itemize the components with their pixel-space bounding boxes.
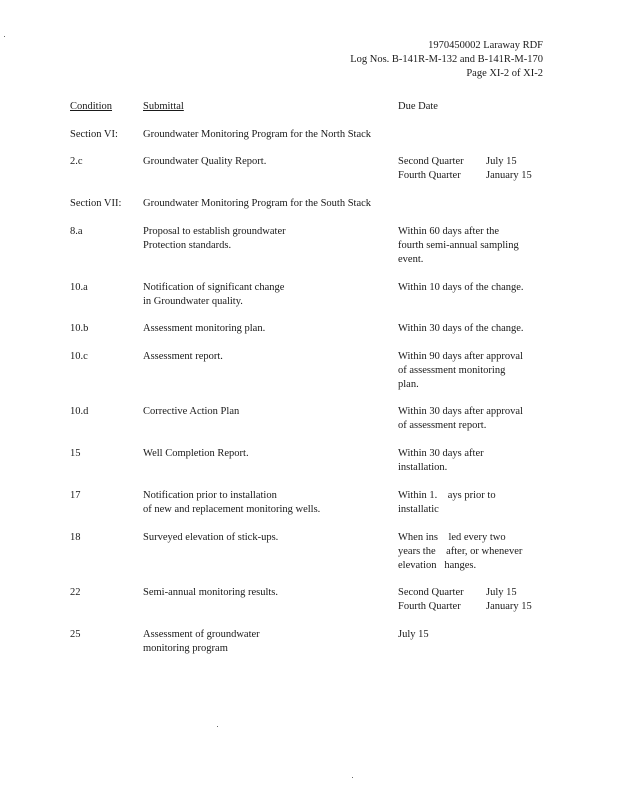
submittal-line: Notification of significant change bbox=[143, 282, 285, 293]
condition-cell: 25 bbox=[70, 629, 81, 640]
condition-cell: 8.a bbox=[70, 226, 83, 237]
condition-cell: 10.c bbox=[70, 351, 88, 362]
due-quarter: Second Quarter bbox=[398, 156, 464, 167]
submittal-line: Corrective Action Plan bbox=[143, 406, 240, 417]
condition-cell: 10.d bbox=[70, 406, 89, 417]
submittal-line: Groundwater Quality Report. bbox=[143, 156, 267, 167]
section-title: Groundwater Monitoring Program for the North Stack bbox=[143, 129, 372, 140]
submittal-line: Protection standards. bbox=[143, 240, 232, 251]
due-date: January 15 bbox=[486, 601, 532, 612]
column-header-submittal: Submittal bbox=[143, 101, 184, 112]
due-date-cell bbox=[398, 531, 548, 573]
column-header-condition: Condition bbox=[70, 101, 113, 112]
section-label: Section VII: bbox=[70, 198, 122, 209]
due-line: of assessment report. bbox=[398, 420, 487, 431]
log-numbers: Log Nos. B-141R-M-132 and B-141R-M-170 bbox=[350, 54, 543, 65]
column-header-due-date: Due Date bbox=[398, 101, 438, 112]
document-header bbox=[283, 39, 543, 81]
page-number: Page XI-2 of XI-2 bbox=[466, 68, 543, 79]
submittal-cell bbox=[143, 225, 393, 253]
submittal-line: Assessment report. bbox=[143, 351, 223, 362]
condition-cell: 10.b bbox=[70, 323, 89, 334]
due-quarter: Fourth Quarter bbox=[398, 170, 461, 181]
submittal-cell bbox=[143, 350, 393, 364]
due-date-cell bbox=[398, 628, 548, 642]
due-line: elevation hanges. bbox=[398, 560, 477, 571]
due-line: Within 30 days after approval bbox=[398, 406, 523, 417]
submittal-line: Assessment of groundwater bbox=[143, 629, 260, 640]
doc-id: 1970450002 Laraway RDF bbox=[428, 40, 543, 51]
submittal-line: Notification prior to installation bbox=[143, 490, 277, 501]
due-date: July 15 bbox=[486, 156, 517, 167]
submittal-cell bbox=[143, 281, 393, 309]
submittal-cell bbox=[143, 405, 393, 419]
submittal-line: in Groundwater quality. bbox=[143, 296, 243, 307]
due-date-cell bbox=[398, 155, 548, 183]
scan-speck bbox=[217, 726, 218, 727]
condition-cell: 15 bbox=[70, 448, 81, 459]
condition-cell: 22 bbox=[70, 587, 81, 598]
submittal-line: Semi-annual monitoring results. bbox=[143, 587, 279, 598]
due-line: of assessment monitoring bbox=[398, 365, 506, 376]
submittal-cell bbox=[143, 489, 393, 517]
section-title: Groundwater Monitoring Program for the South Stack bbox=[143, 198, 372, 209]
due-pair bbox=[398, 155, 548, 169]
due-line: Within 1. ays prior to bbox=[398, 490, 496, 501]
submittal-line: Assessment monitoring plan. bbox=[143, 323, 266, 334]
due-line: installation. bbox=[398, 462, 448, 473]
condition-cell: 17 bbox=[70, 490, 81, 501]
submittal-line: Well Completion Report. bbox=[143, 448, 249, 459]
submittal-line: of new and replacement monitoring wells. bbox=[143, 504, 321, 515]
due-date: January 15 bbox=[486, 170, 532, 181]
due-quarter: Second Quarter bbox=[398, 587, 464, 598]
submittal-cell bbox=[143, 531, 393, 545]
submittal-line: Surveyed elevation of stick-ups. bbox=[143, 532, 279, 543]
section-label: Section VI: bbox=[70, 129, 118, 140]
submittal-cell bbox=[143, 447, 393, 461]
due-line: Within 30 days of the change. bbox=[398, 323, 524, 334]
scan-speck bbox=[352, 777, 353, 778]
due-line: July 15 bbox=[398, 629, 429, 640]
due-line: plan. bbox=[398, 379, 419, 390]
due-date-cell bbox=[398, 281, 548, 295]
due-pair bbox=[398, 586, 548, 600]
due-quarter: Fourth Quarter bbox=[398, 601, 461, 612]
submittal-line: Proposal to establish groundwater bbox=[143, 226, 286, 237]
condition-cell: 10.a bbox=[70, 282, 88, 293]
submittal-line: monitoring program bbox=[143, 643, 228, 654]
due-line: Within 60 days after the bbox=[398, 226, 500, 237]
due-date-cell bbox=[398, 225, 548, 267]
due-pair bbox=[398, 600, 548, 614]
submittal-cell bbox=[143, 628, 393, 656]
due-line: Within 30 days after bbox=[398, 448, 484, 459]
due-date-cell bbox=[398, 489, 548, 517]
condition-cell: 18 bbox=[70, 532, 81, 543]
due-line: Within 10 days of the change. bbox=[398, 282, 524, 293]
due-line: fourth semi-annual sampling bbox=[398, 240, 519, 251]
condition-cell: 2.c bbox=[70, 156, 83, 167]
due-line: years the after, or whenever bbox=[398, 546, 523, 557]
submittal-cell bbox=[143, 586, 393, 600]
due-line: Within 90 days after approval bbox=[398, 351, 523, 362]
due-date-cell bbox=[398, 350, 548, 392]
due-date-cell bbox=[398, 586, 548, 614]
scan-speck bbox=[4, 36, 5, 37]
due-date: July 15 bbox=[486, 587, 517, 598]
due-pair bbox=[398, 169, 548, 183]
submittal-cell bbox=[143, 155, 393, 169]
due-date-cell bbox=[398, 322, 548, 336]
due-line: event. bbox=[398, 254, 424, 265]
due-line: installatic bbox=[398, 504, 439, 515]
due-line: When ins led every two bbox=[398, 532, 506, 543]
due-date-cell bbox=[398, 405, 548, 433]
due-date-cell bbox=[398, 447, 548, 475]
submittal-cell bbox=[143, 322, 393, 336]
